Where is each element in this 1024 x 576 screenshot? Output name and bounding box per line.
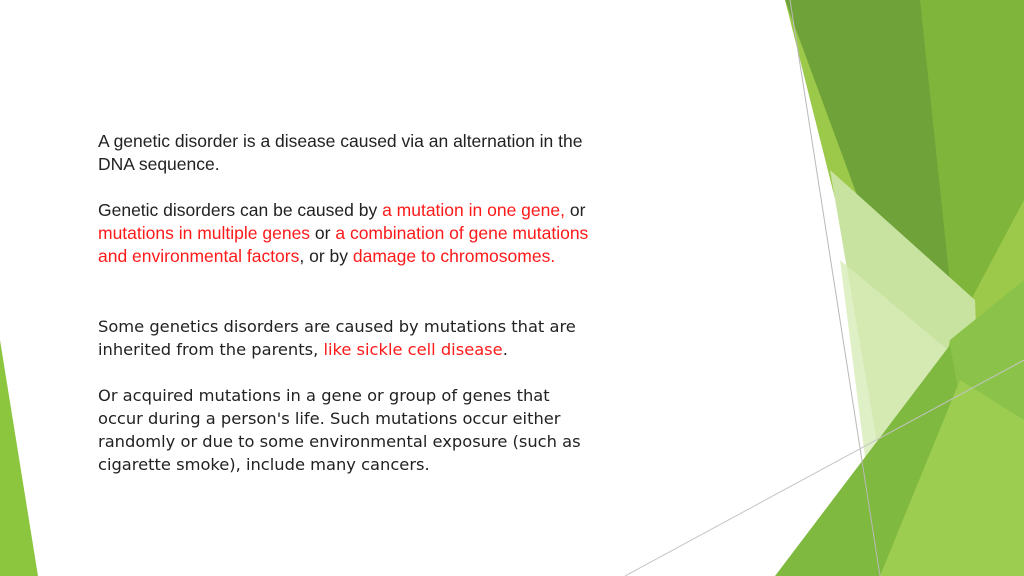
paragraph-2-text: or — [564, 200, 586, 220]
paragraph-2-text: Genetic disorders can be caused by — [98, 200, 383, 220]
paragraph-1 — [98, 130, 598, 176]
highlight-multiple-genes: mutations in multiple genes — [98, 223, 311, 243]
paragraph-2-text: or — [310, 223, 336, 243]
paragraph-4-text: Or acquired mutations in a gene or group of genes that occur during a person's life. Such mutations occur either randomly or due to some environmental exposure (such as cigarette smoke), include many cancers. — [98, 386, 581, 474]
left-green-sliver — [0, 340, 38, 576]
paragraph-3-text: Some genetics disorders are caused by mutations that are inherited from the parents, — [98, 317, 576, 359]
paragraph-3 — [98, 315, 598, 361]
paragraph-4 — [98, 384, 598, 476]
paragraph-3-text: . — [502, 340, 508, 359]
paragraph-1-text: A genetic disorder is a disease caused via an alternation in the DNA sequence. — [98, 131, 583, 174]
highlight-chromosome-damage: damage to chromosomes. — [352, 246, 556, 266]
paragraph-2-text: , or by — [299, 246, 353, 266]
highlight-sickle-cell: like sickle cell disease — [323, 340, 503, 359]
paragraph-2 — [98, 199, 598, 268]
highlight-mutation-one-gene: a mutation in one gene, — [382, 200, 565, 220]
highlight-combination: a combination of gene mutations and environmental factors — [98, 223, 589, 266]
